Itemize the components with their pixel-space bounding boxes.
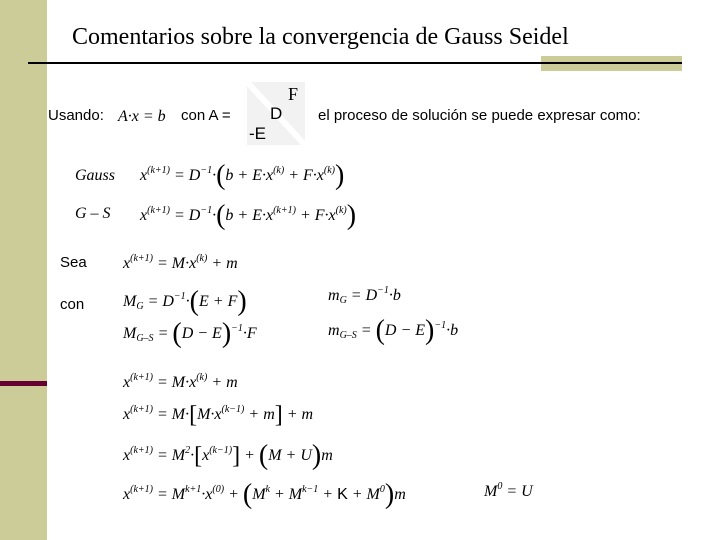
gs-label: G – S (75, 205, 111, 222)
gauss-label: Gauss (75, 167, 116, 184)
iteration-equation: $x^{(k+1)} = M\cdot x^{(k)} + m$ (123, 253, 238, 272)
expansion-line-4: $x^{(k+1)} = M^{k+1}\cdot x^{(0)} + (M^k + M^{k-1} + K + M^0)m$ (123, 479, 406, 510)
m0-equals-u: $M^0 = U$ (484, 481, 533, 500)
slide-title: Comentarios sobre la convergencia de Gauss Seidel (72, 24, 569, 50)
gauss-equation: $x^{(k+1)} = D^{-1}\cdot(b + E\cdot x^{(k)} + F\cdot x^{(k)})$ (140, 160, 345, 191)
mgs-equation: $MG-S = (D - E)^{-1}\cdot F$ (123, 318, 257, 349)
expansion-line-2: $x^{(k+1)} = M\cdot[M\cdot x^{(k-1)} + m] + m$ (123, 402, 314, 428)
equation-system: A·x = b (118, 108, 166, 125)
mgs-small-equation: $mG-S = (D - E)^{-1}\cdot b$ (328, 315, 459, 346)
matrix-upper-f: F (288, 84, 299, 104)
title-rule (28, 62, 682, 64)
mg-small-equation: mG = $D^{-1}\cdot b$ (328, 285, 401, 306)
left-sidebar-bar (0, 0, 47, 540)
label-con-a: con A = (181, 107, 231, 124)
mg-equation: MG = $D^{-1}\cdot(E + F)$ (123, 286, 247, 317)
expansion-line-3: $x^{(k+1)} = M^2\cdot[x^{(k-1)}] + (M + U)m$ (123, 440, 333, 471)
label-using: Usando: (48, 107, 104, 124)
sidebar-accent-bar (0, 381, 47, 386)
gs-equation: $x^{(k+1)} = D^{-1}\cdot(b + E\cdot x^{(k+1)} + F\cdot x^{(k)})$ (140, 200, 357, 231)
label-sea: Sea (60, 254, 87, 271)
label-con: con (60, 296, 85, 313)
label-process: el proceso de solución se puede expresar como: (318, 107, 641, 124)
expansion-line-1: $x^{(k+1)} = M\cdot x^{(k)} + m$ (123, 372, 238, 391)
matrix-lower-e: -E (249, 124, 266, 143)
matrix-diag-d: D (270, 104, 283, 123)
